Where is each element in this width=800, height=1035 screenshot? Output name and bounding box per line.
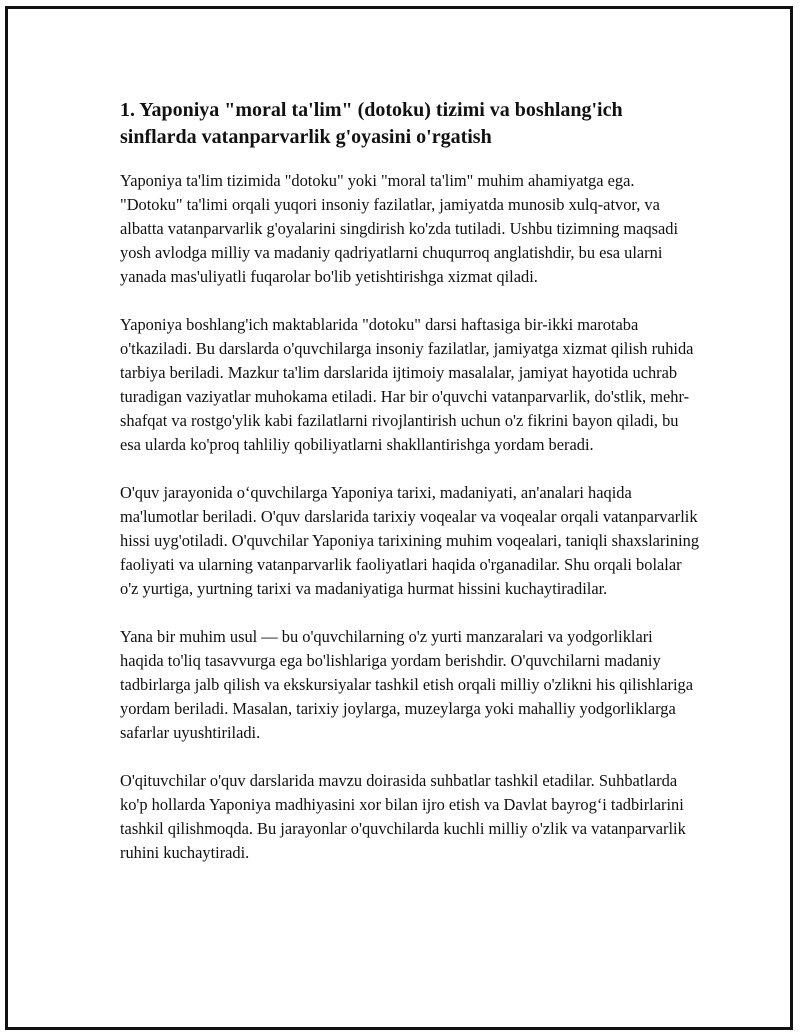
paragraph-4: Yana bir muhim usul — bu o'quvchilarning o'z yurti manzaralari va yodgorliklari haqida to'liq tasavvurga ega bo'lishlariga yordam berishdir. O'quvchilarni madaniy tadbirlarga jalb qilish va ekskursiyalar tashkil etish orqali milliy o'zlikni his qilishlariga yordam beriladi. Masalan, tarixiy joylarga, muzeylarga yoki mahalliy yodgorliklarga safarlar uyushtiriladi. [120, 627, 694, 742]
document-title: 1. Yaponiya "moral ta'lim" (dotoku) tizimi va boshlang'ich sinflarda vatanparvarlik g'oyasini o'rgatish [120, 99, 623, 148]
paragraph-5: O'qituvchilar o'quv darslarida mavzu doirasida suhbatlar tashkil etadilar. Suhbatlarda ko'p hollarda Yaponiya madhiyasini xor bilan ijro etish va Davlat bayrog‘i tadbirlarini tashkil qilishmoqda. Bu jarayonlar o'quvchilarda kuchli milliy o'zlik va vatanparvarlik ruhini kuchaytiradi. [120, 771, 686, 862]
paragraph-1: Yaponiya ta'lim tizimida "dotoku" yoki "moral ta'lim" muhim ahamiyatga ega. "Dotoku" ta'limi orqali yuqori insoniy fazilatlar, jamiyatda munosib xulq-atvor, va albatta vatanparvarlik g'oyalarini singdirish ko'zda tutiladi. Ushbu tizimning maqsadi yosh avlodga milliy va madaniy qadriyatlarni chuqurroq anglatishdir, bu esa ularni yanada mas'uliyatli fuqarolar bo'lib yetishtirishga xizmat qiladi. [120, 171, 679, 286]
page-frame [5, 6, 793, 1030]
paragraph-2: Yaponiya boshlang'ich maktablarida "dotoku" darsi haftasiga bir-ikki marotaba o'tkaziladi. Bu darslarda o'quvchilarga insoniy fazilatlar, jamiyatga xizmat qilish ruhida tarbiya beriladi. Mazkur ta'lim darslarida ijtimoiy masalalar, jamiyat hayotida uchrab turadigan vaziyatlar muhokama etiladi. Har bir o'quvchi vatanparvarlik, do'stlik, mehr-shafqat va rostgo'ylik kabi fazilatlarni rivojlantirish uchun o'z fikrini bayon qiladi, bu esa ularda ko'proq tahliliy qobiliyatlarni shakllantirishga yordam beradi. [120, 315, 694, 454]
paragraph-3: O'quv jarayonida o‘quvchilarga Yaponiya tarixi, madaniyati, an'analari haqida ma'lumotlar beriladi. O'quv darslarida tarixiy voqealar va voqealar orqali vatanparvarlik hissi uyg'otiladi. O'quvchilar Yaponiya tarixining muhim voqealari, taniqli shaxslarining faoliyati va ularning vatanparvarlik faoliyatlari haqida o'rganadilar. Shu orqali bolalar o'z yurtiga, yurtning tarixi va madaniyatiga hurmat hissini kuchaytiradilar. [120, 483, 700, 598]
document-body [120, 97, 700, 889]
